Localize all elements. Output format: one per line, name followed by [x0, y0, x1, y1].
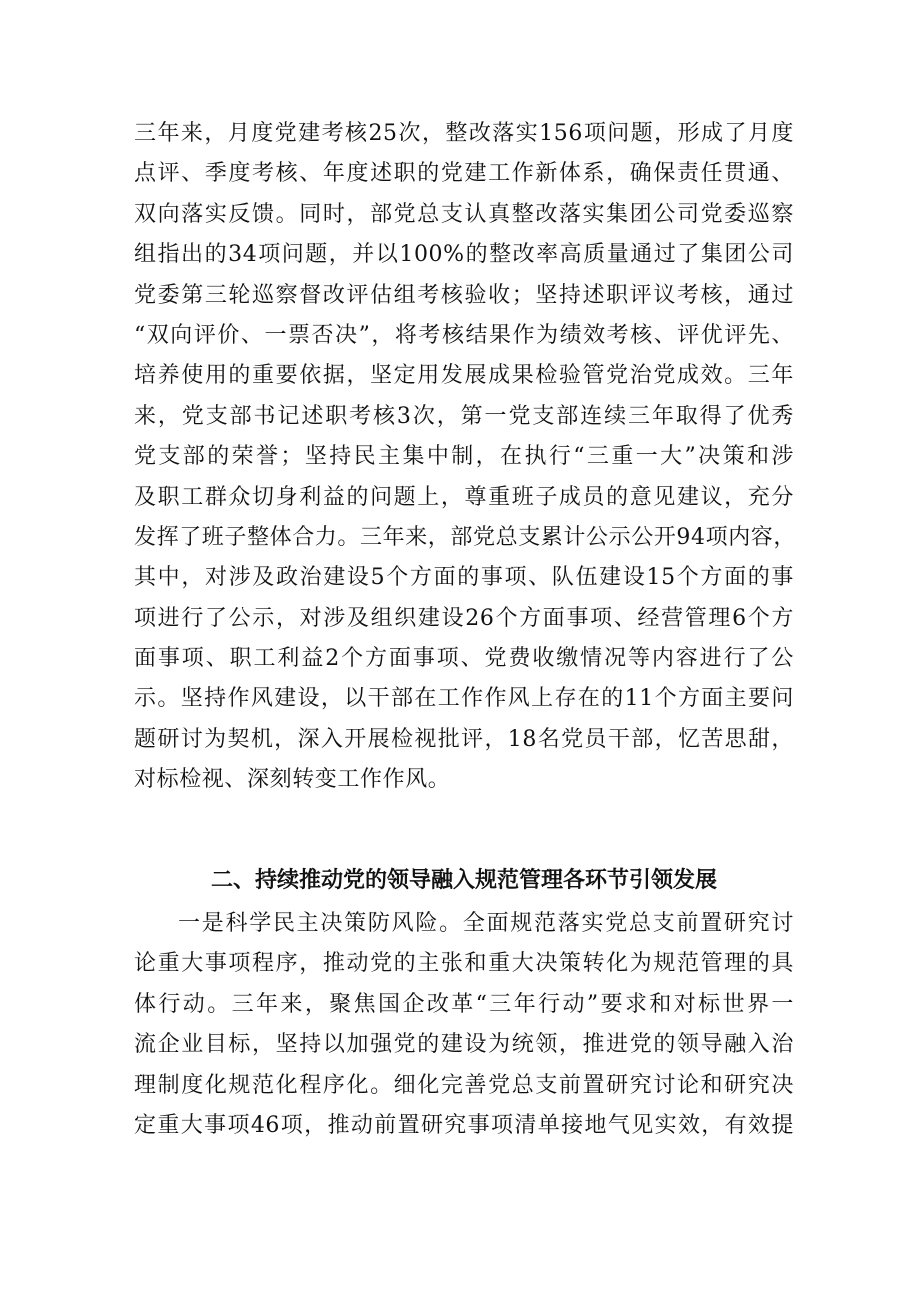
paragraph-line: 流企业目标，坚持以加强党的建设为统领，推进党的领导融入治 [134, 1032, 794, 1058]
paragraph-line: 发挥了班子整体合力。三年来，部党总支累计公示公开94项内容， [134, 524, 796, 550]
paragraph-line: 定重大事项46项，推动前置研究事项清单接地气见实效，有效提 [134, 1112, 794, 1138]
paragraph-line: 题研讨为契机，深入开展检视批评，18名党员干部，忆苦思甜， [134, 726, 794, 752]
paragraph-line: 双向落实反馈。同时，部党总支认真整改落实集团公司党委巡察 [134, 201, 794, 227]
paragraph-line: 一是科学民主决策防风险。全面规范落实党总支前置研究讨 [178, 911, 794, 936]
paragraph-line: 理制度化规范化程序化。细化完善党总支前置研究讨论和研究决 [134, 1072, 794, 1098]
paragraph-scientific-decision-making [134, 904, 794, 1146]
paragraph-line: 项进行了公示，对涉及组织建设26个方面事项、经营管理6个方 [134, 605, 794, 631]
paragraph-line: 来，党支部书记述职考核3次，第一党支部连续三年取得了优秀 [134, 403, 794, 429]
paragraph-line: 党委第三轮巡察督改评估组考核验收；坚持述职评议考核，通过 [134, 282, 794, 308]
paragraph-line: 组指出的34项问题，并以100%的整改率高质量通过了集团公司 [134, 242, 794, 268]
section-heading: 二、持续推动党的领导融入规范管理各环节引领发展 [210, 868, 717, 893]
paragraph-line: 三年来，月度党建考核25次，整改落实156项问题，形成了月度 [134, 121, 794, 146]
paragraph-line: 示。坚持作风建设，以干部在工作作风上存在的11个方面主要问 [134, 686, 794, 712]
paragraph-line: 及职工群众切身利益的问题上，尊重班子成员的意见建议，充分 [134, 484, 794, 510]
paragraph-line: 其中，对涉及政治建设5个方面的事项、队伍建设15个方面的事 [134, 565, 794, 591]
paragraph-line: 体行动。三年来，聚焦国企改革“三年行动”要求和对标世界一 [134, 991, 794, 1017]
paragraph-party-building-assessment [134, 114, 794, 801]
paragraph-line: 论重大事项程序，推动党的主张和重大决策转化为规范管理的具 [134, 951, 794, 977]
paragraph-line: 点评、季度考核、年度述职的党建工作新体系，确保责任贯通、 [134, 161, 794, 187]
paragraph-line: “双向评价、一票否决”，将考核结果作为绩效考核、评优评先、 [134, 322, 794, 348]
paragraph-line: 培养使用的重要依据，坚定用发展成果检验管党治党成效。三年 [134, 363, 794, 389]
paragraph-line: 对标检视、深刻转变工作作风。 [134, 767, 451, 793]
paragraph-line: 党支部的荣誉；坚持民主集中制，在执行“三重一大”决策和涉 [134, 444, 794, 470]
paragraph-line: 面事项、职工利益2个方面事项、党费收缴情况等内容进行了公 [134, 646, 794, 672]
